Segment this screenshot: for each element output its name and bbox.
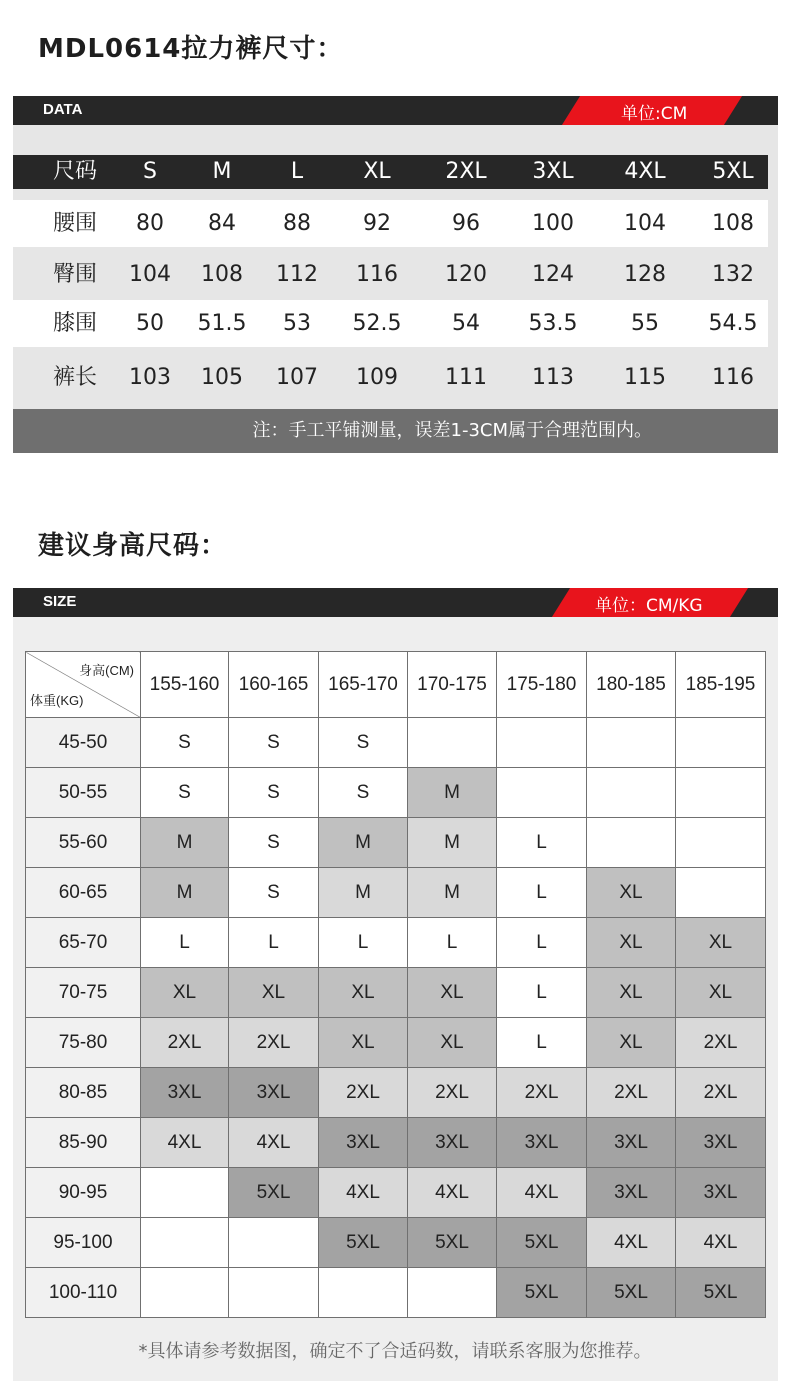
size-cell: 2XL	[408, 1068, 497, 1118]
size-cell: 2XL	[676, 1068, 766, 1118]
size-cell: XL	[676, 968, 766, 1018]
table-cell: 2XL	[445, 159, 487, 184]
table-row	[13, 300, 768, 347]
table-cell: 92	[363, 211, 391, 236]
weight-range-label: 45-50	[26, 718, 141, 768]
table-cell: 80	[136, 211, 164, 236]
size-cell: S	[229, 718, 319, 768]
size-recommend-title: 建议身高尺码：	[38, 531, 228, 561]
size-cell: 3XL	[587, 1118, 676, 1168]
size-cell: XL	[319, 968, 408, 1018]
size-section-bar	[13, 588, 778, 617]
size-cell	[497, 718, 587, 768]
size-cell: XL	[319, 1018, 408, 1068]
size-cell: XL	[587, 1018, 676, 1068]
table-cell: 108	[712, 211, 754, 236]
weight-range-label: 55-60	[26, 818, 141, 868]
size-cell	[676, 818, 766, 868]
size-cell: 4XL	[408, 1168, 497, 1218]
table-cell: 4XL	[624, 159, 666, 184]
table-cell: 53	[283, 311, 311, 336]
table-row	[26, 1068, 766, 1118]
table-cell: 128	[624, 262, 666, 287]
table-row	[26, 1118, 766, 1168]
size-cell	[676, 768, 766, 818]
table-cell: XL	[363, 159, 391, 184]
size-cell: 3XL	[676, 1168, 766, 1218]
size-cell: 5XL	[408, 1218, 497, 1268]
table-cell: 104	[624, 211, 666, 236]
size-cell	[408, 718, 497, 768]
size-cell: 4XL	[587, 1218, 676, 1268]
size-cell: 4XL	[229, 1118, 319, 1168]
data-table-header-row	[13, 155, 768, 189]
row-label: 臀围	[53, 262, 98, 287]
weight-range-label: 95-100	[26, 1218, 141, 1268]
table-cell: 52.5	[352, 311, 402, 336]
weight-range-label: 100-110	[26, 1268, 141, 1318]
table-cell: 5XL	[712, 159, 754, 184]
height-weight-size-table	[25, 651, 766, 1318]
height-axis-label: 身高(CM)	[79, 663, 134, 678]
size-cell: S	[319, 718, 408, 768]
table-cell: 100	[532, 211, 574, 236]
height-range-header: 155-160	[141, 652, 229, 718]
size-cell: 5XL	[229, 1168, 319, 1218]
table-header-row	[26, 652, 766, 718]
table-cell: 113	[532, 365, 574, 390]
row-label: 膝围	[53, 311, 98, 336]
size-cell: L	[141, 918, 229, 968]
page-title: MDL0614拉力裤尺寸：	[38, 34, 344, 64]
size-cell: 2XL	[497, 1068, 587, 1118]
size-cell: L	[497, 968, 587, 1018]
size-cell: M	[408, 818, 497, 868]
size-cell: 5XL	[497, 1218, 587, 1268]
size-cell: XL	[587, 918, 676, 968]
size-cell: S	[229, 868, 319, 918]
size-cell: XL	[587, 868, 676, 918]
size-cell: XL	[676, 918, 766, 968]
size-cell	[676, 718, 766, 768]
size-cell: L	[497, 818, 587, 868]
size-cell: 5XL	[497, 1268, 587, 1318]
size-cell: 4XL	[497, 1168, 587, 1218]
size-cell	[319, 1268, 408, 1318]
size-cell: 2XL	[676, 1018, 766, 1068]
weight-range-label: 90-95	[26, 1168, 141, 1218]
size-cell: L	[229, 918, 319, 968]
table-cell: 54	[452, 311, 480, 336]
size-cell: M	[408, 768, 497, 818]
height-range-header: 160-165	[229, 652, 319, 718]
size-cell: 3XL	[587, 1168, 676, 1218]
size-cell	[141, 1268, 229, 1318]
size-cell: XL	[141, 968, 229, 1018]
table-cell: 103	[129, 365, 171, 390]
size-cell	[587, 768, 676, 818]
size-cell: 3XL	[408, 1118, 497, 1168]
height-range-header: 175-180	[497, 652, 587, 718]
table-cell: 84	[208, 211, 236, 236]
data-section-bar	[13, 96, 778, 125]
table-row	[13, 354, 768, 401]
table-cell: 104	[129, 262, 171, 287]
size-cell: XL	[229, 968, 319, 1018]
size-cell: S	[141, 768, 229, 818]
table-row	[13, 251, 768, 298]
weight-range-label: 75-80	[26, 1018, 141, 1068]
weight-range-label: 50-55	[26, 768, 141, 818]
table-cell: 132	[712, 262, 754, 287]
table-cell: 96	[452, 211, 480, 236]
size-cell: XL	[408, 1018, 497, 1068]
size-cell	[676, 868, 766, 918]
table-row	[26, 1268, 766, 1318]
table-row	[13, 200, 768, 247]
size-cell	[587, 818, 676, 868]
size-cell: 2XL	[319, 1068, 408, 1118]
size-cell: 2XL	[141, 1018, 229, 1068]
table-cell: L	[290, 159, 304, 184]
size-cell: 3XL	[319, 1118, 408, 1168]
table-cell: 116	[712, 365, 754, 390]
size-cell: S	[319, 768, 408, 818]
size-cell: L	[497, 1018, 587, 1068]
size-cell	[141, 1218, 229, 1268]
weight-axis-label: 体重(KG)	[30, 693, 84, 708]
table-cell: M	[212, 159, 232, 184]
size-cell: 5XL	[319, 1218, 408, 1268]
unit-label: 单位:CM	[621, 104, 688, 124]
table-cell: 88	[283, 211, 311, 236]
table-cell: 111	[445, 365, 487, 390]
table-cell: 55	[631, 311, 659, 336]
table-cell: 112	[276, 262, 318, 287]
size-cell	[408, 1268, 497, 1318]
size-cell: 2XL	[587, 1068, 676, 1118]
weight-range-label: 80-85	[26, 1068, 141, 1118]
table-row	[26, 818, 766, 868]
size-cell: L	[497, 918, 587, 968]
table-cell: 51.5	[197, 311, 247, 336]
size-cell: 3XL	[676, 1118, 766, 1168]
size-cell: S	[141, 718, 229, 768]
size-cell: 5XL	[676, 1268, 766, 1318]
size-cell: 3XL	[229, 1068, 319, 1118]
table-cell: 108	[201, 262, 243, 287]
table-row	[26, 1018, 766, 1068]
weight-range-label: 65-70	[26, 918, 141, 968]
size-cell: M	[408, 868, 497, 918]
size-cell: L	[497, 868, 587, 918]
table-row	[26, 868, 766, 918]
size-cell: 4XL	[141, 1118, 229, 1168]
table-row	[26, 768, 766, 818]
table-cell: 124	[532, 262, 574, 287]
size-cell: 3XL	[141, 1068, 229, 1118]
table-cell: S	[143, 159, 157, 184]
size-cell	[497, 768, 587, 818]
table-cell: 120	[445, 262, 487, 287]
table-row	[26, 918, 766, 968]
height-range-header: 185-195	[676, 652, 766, 718]
size-cell: M	[319, 868, 408, 918]
size-cell: 2XL	[229, 1018, 319, 1068]
weight-range-label: 70-75	[26, 968, 141, 1018]
row-label: 尺码	[53, 159, 98, 184]
row-label: 腰围	[53, 211, 98, 236]
unit-label: 单位：CM/KG	[595, 596, 703, 616]
height-range-header: 180-185	[587, 652, 676, 718]
table-cell: 105	[201, 365, 243, 390]
size-cell: 5XL	[587, 1268, 676, 1318]
table-cell: 115	[624, 365, 666, 390]
size-cell: 4XL	[676, 1218, 766, 1268]
data-section-label: DATA	[43, 101, 83, 118]
size-cell: L	[408, 918, 497, 968]
measurement-note: 注：手工平铺测量，误差1-3CM属于合理范围内。	[13, 409, 778, 453]
table-row	[26, 718, 766, 768]
table-row	[26, 968, 766, 1018]
weight-range-label: 85-90	[26, 1118, 141, 1168]
footnote: *具体请参考数据图，确定不了合适码数，请联系客服为您推荐。	[138, 1341, 652, 1362]
table-cell: 53.5	[528, 311, 578, 336]
table-cell: 109	[356, 365, 398, 390]
table-row	[26, 1168, 766, 1218]
size-cell: M	[141, 868, 229, 918]
table-cell: 3XL	[532, 159, 574, 184]
size-cell: XL	[587, 968, 676, 1018]
height-range-header: 165-170	[319, 652, 408, 718]
size-cell: L	[319, 918, 408, 968]
table-row	[26, 1218, 766, 1268]
weight-range-label: 60-65	[26, 868, 141, 918]
size-cell: S	[229, 818, 319, 868]
height-range-header: 170-175	[408, 652, 497, 718]
table-cell: 54.5	[708, 311, 758, 336]
size-cell: 3XL	[497, 1118, 587, 1168]
table-cell: 50	[136, 311, 164, 336]
size-cell	[587, 718, 676, 768]
size-cell: S	[229, 768, 319, 818]
size-cell: XL	[408, 968, 497, 1018]
table-corner-cell	[26, 652, 141, 718]
size-cell	[229, 1268, 319, 1318]
size-cell	[141, 1168, 229, 1218]
size-cell: 4XL	[319, 1168, 408, 1218]
table-cell: 107	[276, 365, 318, 390]
size-cell: M	[319, 818, 408, 868]
row-label: 裤长	[53, 365, 98, 390]
size-section-label: SIZE	[43, 593, 77, 610]
table-cell: 116	[356, 262, 398, 287]
size-cell	[229, 1218, 319, 1268]
size-cell: M	[141, 818, 229, 868]
